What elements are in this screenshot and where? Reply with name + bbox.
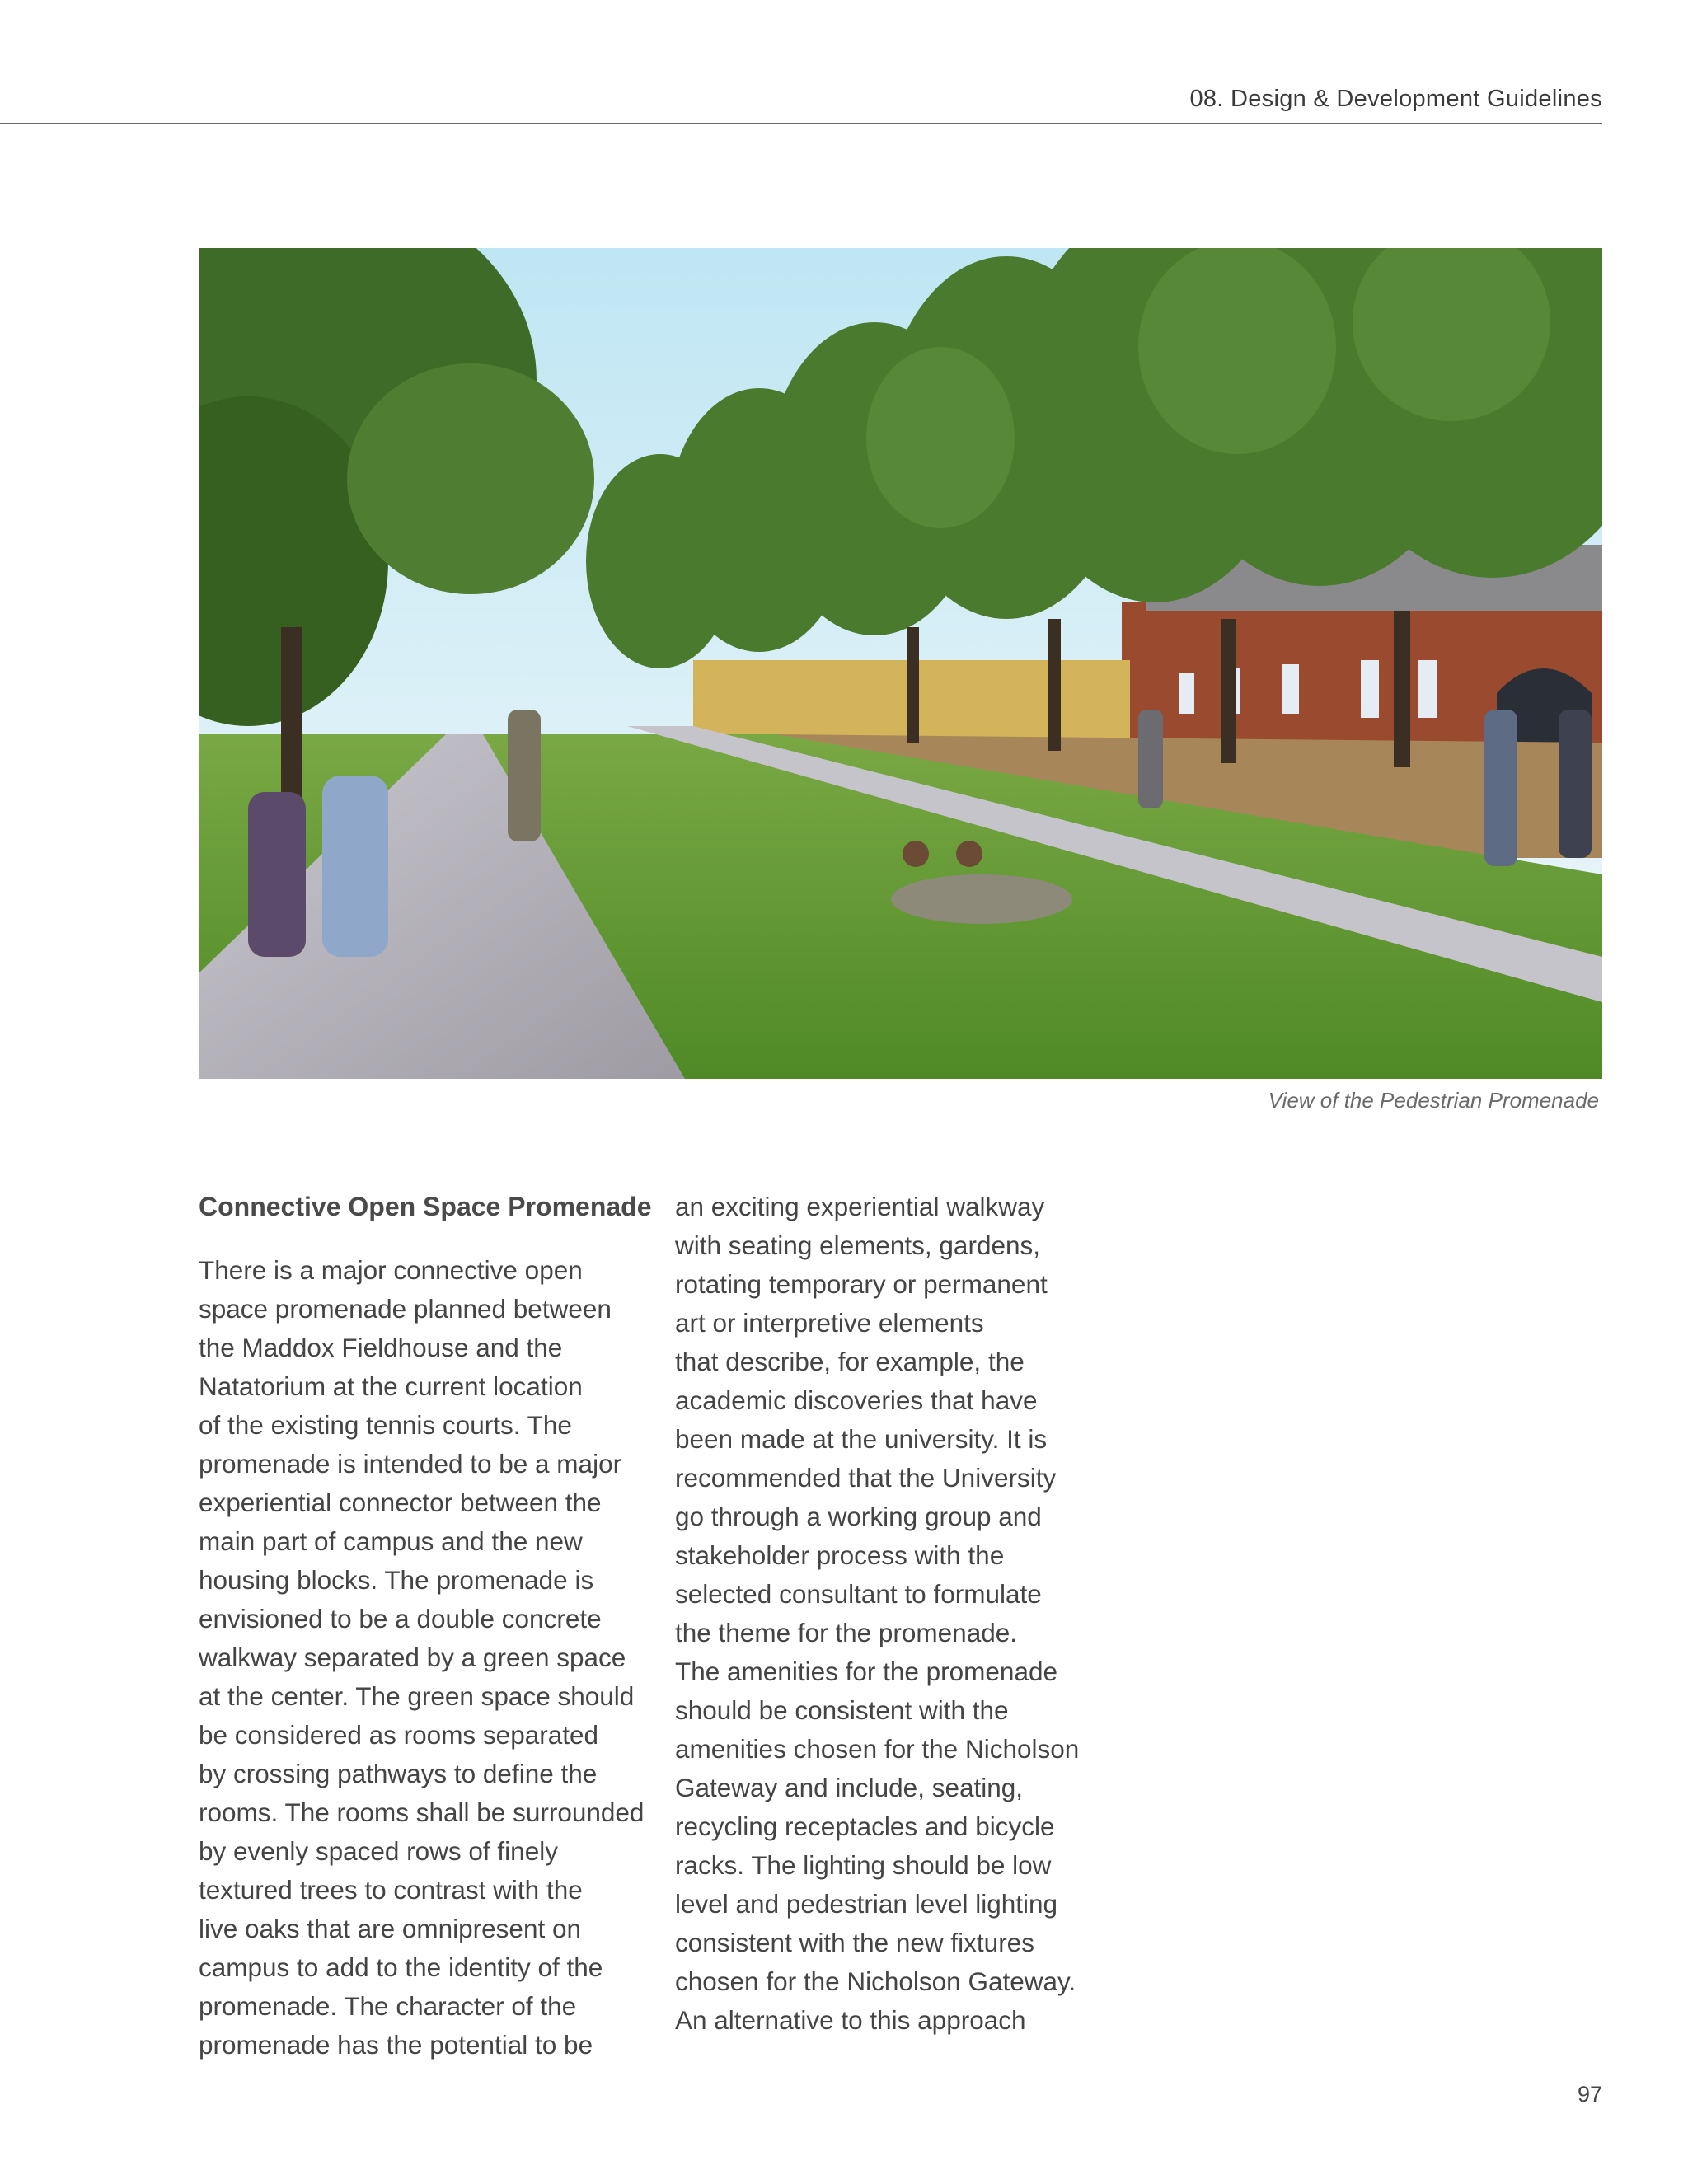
paragraph-line: art or interpretive elements (675, 1308, 984, 1338)
paragraph-line: Natatorium at the current location (199, 1371, 583, 1401)
paragraph-line: go through a working group and (675, 1502, 1042, 1531)
paragraph-line: promenade has the potential to be (199, 2030, 593, 2060)
paragraph-line: envisioned to be a double concrete (199, 1604, 602, 1633)
paragraph-line: selected consultant to formulate (675, 1579, 1042, 1609)
body-column-right (675, 1188, 1137, 2040)
paragraph-line: academic discoveries that have (675, 1385, 1038, 1415)
paragraph-line: The amenities for the promenade (675, 1657, 1058, 1686)
body-column-left (199, 1188, 660, 2064)
paragraph-line: by crossing pathways to define the (199, 1759, 598, 1788)
paragraph-line: level and pedestrian level lighting (675, 1889, 1058, 1919)
paragraph-line: rotating temporary or permanent (675, 1269, 1048, 1299)
paragraph-line: the theme for the promenade. (675, 1618, 1018, 1647)
paragraph-line: been made at the university. It is (675, 1424, 1048, 1454)
paragraph-line: live oaks that are omnipresent on (199, 1914, 582, 1943)
paragraph-line: textured trees to contrast with the (199, 1875, 583, 1905)
paragraph-line: chosen for the Nicholson Gateway. (675, 1966, 1076, 1996)
promenade-rendering-image (199, 248, 1602, 1079)
section-header-title: 08. Design & Development Guidelines (1189, 86, 1602, 112)
paragraph-line: racks. The lighting should be low (675, 1850, 1052, 1880)
paragraph-line: An alternative to this approach (675, 2005, 1026, 2035)
page-number: 97 (1577, 2082, 1602, 2107)
paragraph-line: that describe, for example, the (675, 1347, 1025, 1376)
figure-caption: View of the Pedestrian Promenade (1268, 1088, 1599, 1113)
paragraph-line: Gateway and include, seating, (675, 1773, 1024, 1802)
paragraph-line: main part of campus and the new (199, 1526, 583, 1556)
paragraph-line: an exciting experiential walkway (675, 1192, 1045, 1221)
paragraph-line: recommended that the University (675, 1463, 1057, 1493)
paragraph-line: consistent with the new fixtures (675, 1928, 1034, 1957)
paragraph-line: recycling receptacles and bicycle (675, 1811, 1055, 1841)
paragraph-line: at the center. The green space should (199, 1681, 635, 1711)
paragraph-line: stakeholder process with the (675, 1540, 1005, 1570)
paragraph-line: by evenly spaced rows of finely (199, 1836, 558, 1866)
paragraph-line: amenities chosen for the Nicholson (675, 1734, 1080, 1764)
section-heading: Connective Open Space Promenade (199, 1192, 652, 1221)
paragraph-line: experiential connector between the (199, 1488, 602, 1517)
paragraph-line: promenade is intended to be a major (199, 1449, 622, 1479)
paragraph-line: be considered as rooms separated (199, 1720, 599, 1750)
paragraph-line: the Maddox Fieldhouse and the (199, 1333, 563, 1362)
paragraph-line: rooms. The rooms shall be surrounded (199, 1797, 645, 1827)
paragraph-line: of the existing tennis courts. The (199, 1410, 572, 1440)
paragraph-line: housing blocks. The promenade is (199, 1565, 594, 1595)
header-rule (0, 123, 1602, 124)
paragraph-line: campus to add to the identity of the (199, 1952, 603, 1982)
paragraph-line: should be consistent with the (675, 1695, 1009, 1725)
paragraph-line: walkway separated by a green space (199, 1643, 626, 1672)
paragraph-line: promenade. The character of the (199, 1991, 577, 2021)
paragraph-line: There is a major connective open (199, 1255, 583, 1285)
paragraph-line: with seating elements, gardens, (675, 1230, 1040, 1260)
paragraph-line: space promenade planned between (199, 1294, 612, 1324)
